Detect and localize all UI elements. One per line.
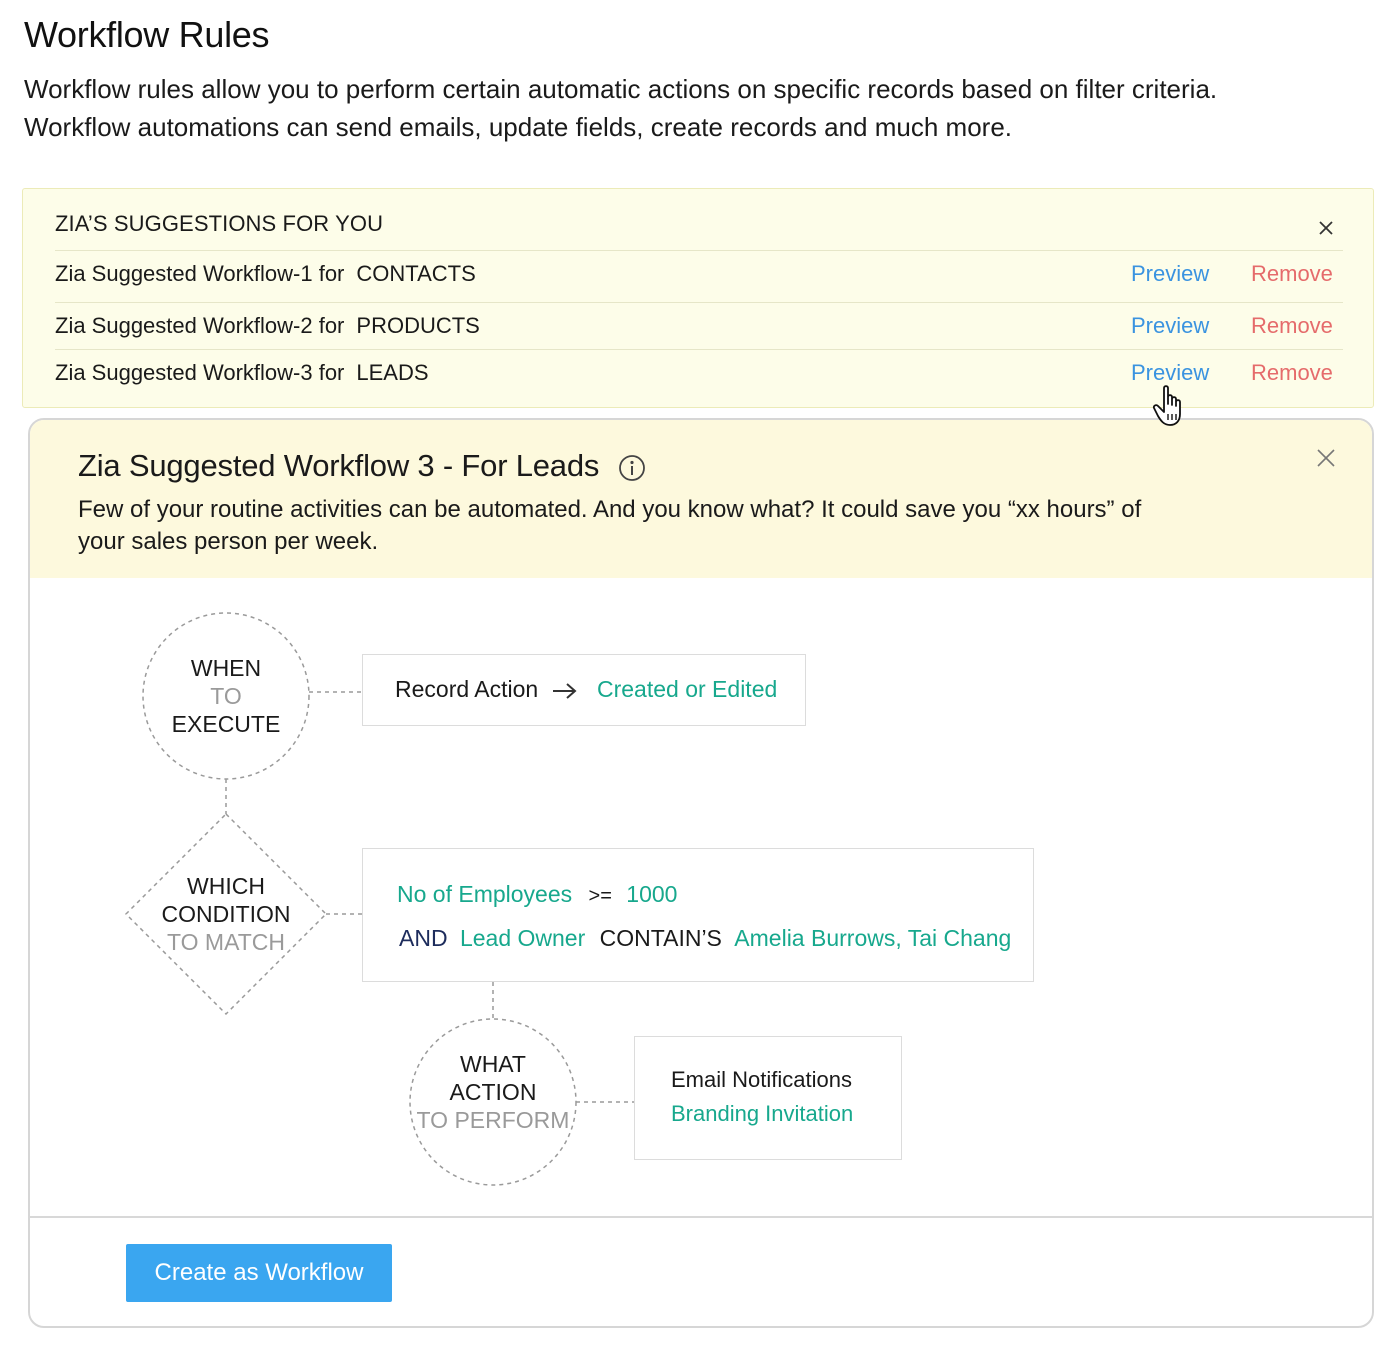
record-action-value: Created or Edited [597,676,778,702]
condition-field: No of Employees [397,881,573,907]
condition-field: Lead Owner [459,925,586,951]
action-type: Email Notifications [671,1067,852,1092]
workflow-diagram [30,578,1372,1218]
when-label [146,654,306,738]
preview-link[interactable]: Preview [1131,313,1210,338]
preview-description: Few of your routine activities can be automated. And you know what? It could save you “xx hours” of your sales person per week. [78,496,1142,555]
close-icon[interactable] [1317,219,1335,237]
suggestions-header: ZIA’S SUGGESTIONS FOR YOU [55,211,384,236]
suggestion-module: LEADS [356,360,429,385]
preview-link[interactable]: Preview [1131,261,1210,286]
when-line-3: EXECUTE [171,711,281,737]
action-value: Branding Invitation [671,1101,854,1126]
action-box[interactable] [634,1036,902,1160]
when-line-2: TO [210,683,242,709]
workflow-preview-card [28,418,1374,1328]
action-line-1: WHAT [459,1051,526,1077]
condition-label [146,872,306,956]
page-title: Workflow Rules [24,14,270,55]
preview-header [30,420,1372,578]
condition-line-3: TO MATCH [167,929,285,955]
suggestion-module: PRODUCTS [356,313,480,338]
suggestion-name: Zia Suggested Workflow-1 for [55,261,345,286]
preview-title: Zia Suggested Workflow 3 - For Leads [78,448,600,483]
action-line-3: TO PERFORM [416,1107,570,1133]
condition-line-1: WHICH [187,873,265,899]
suggestion-name: Zia Suggested Workflow-3 for [55,360,345,385]
preview-link[interactable]: Preview [1131,360,1210,385]
action-line-2: ACTION [449,1079,537,1105]
remove-link[interactable]: Remove [1251,360,1333,385]
suggestion-row-contacts [55,250,1343,297]
condition-joiner: AND [399,925,448,951]
arrow-right-icon [551,681,579,701]
remove-link[interactable]: Remove [1251,313,1333,338]
info-icon[interactable] [618,454,646,482]
remove-link[interactable]: Remove [1251,261,1333,286]
suggestion-name: Zia Suggested Workflow-2 for [55,313,345,338]
suggestion-row-leads [55,349,1343,396]
suggestion-row-products [55,302,1343,349]
when-line-1: WHEN [190,655,262,681]
condition-line-owner [399,925,1011,952]
zia-suggestions-panel [22,188,1374,408]
record-action-label: Record Action [395,676,539,702]
action-label [413,1050,573,1134]
page-description-line-1: Workflow rules allow you to perform certain automatic actions on specific records based on filter criteria. [24,74,1218,104]
condition-line-2: CONDITION [161,901,291,927]
condition-operator: CONTAIN’S [599,925,722,951]
close-icon[interactable] [1316,448,1336,468]
preview-footer [30,1216,1372,1328]
page-description [24,70,1364,146]
record-action-box[interactable] [362,654,806,726]
condition-line-employees [397,881,677,908]
condition-value: 1000 [626,881,678,907]
suggestion-module: CONTACTS [356,261,476,286]
condition-value: Amelia Burrows, Tai Chang [734,925,1012,951]
page-description-line-2: Workflow automations can send emails, update fields, create records and much more. [24,112,1012,142]
create-as-workflow-button[interactable]: Create as Workflow [126,1244,392,1302]
condition-box[interactable] [362,848,1034,982]
condition-operator: >= [588,885,612,907]
